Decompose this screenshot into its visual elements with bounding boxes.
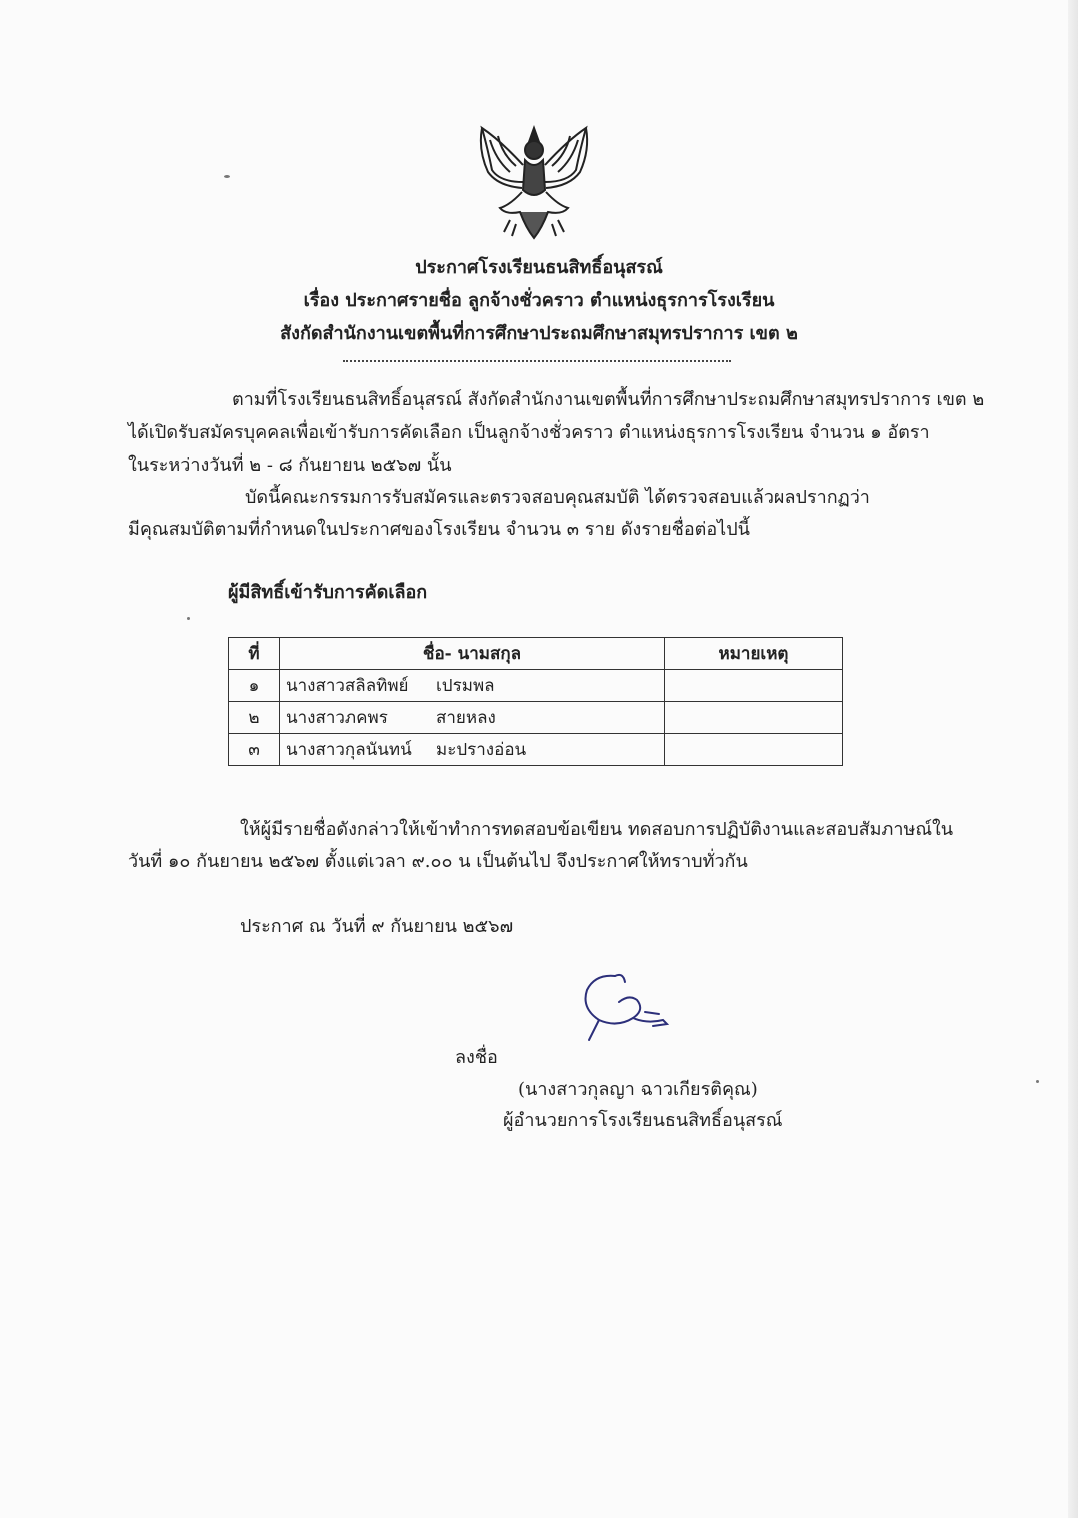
paragraph-1-line-2: ได้เปิดรับสมัครบุคคลเพื่อเข้ารับการคัดเลือก เป็นลูกจ้างชั่วคราว ตำแหน่งธุรการโรงเรียน จำนวน ๑ อัตรา bbox=[128, 422, 930, 443]
row-number: ๑ bbox=[229, 670, 280, 702]
heading-divider bbox=[343, 360, 731, 362]
candidate-given-name: นางสาวสลิลทิพย์ bbox=[286, 676, 409, 696]
paragraph-3-line-2: วันที่ ๑๐ กันยายน ๒๕๖๗ ตั้งแต่เวลา ๙.๐๐ น เป็นต้นไป จึงประกาศให้ทราบทั่วกัน bbox=[128, 851, 748, 872]
column-header-number: ที่ bbox=[229, 638, 280, 670]
candidate-given-name: นางสาวภคพร bbox=[286, 708, 388, 728]
signer-name: (นางสาวกุลญา ฉาวเกียรติคุณ) bbox=[518, 1079, 758, 1100]
column-header-note: หมายเหตุ bbox=[665, 638, 843, 670]
paragraph-1-line-3: ในระหว่างวันที่ ๒ - ๘ กันยายน ๒๕๖๗ นั้น bbox=[128, 455, 452, 476]
announcement-date: ประกาศ ณ วันที่ ๙ กันยายน ๒๕๖๗ bbox=[240, 916, 514, 937]
document-affiliation: สังกัดสำนักงานเขตพื้นที่การศึกษาประถมศึกษาสมุทรปราการ เขต ๒ bbox=[280, 323, 798, 344]
paragraph-3-line-1: ให้ผู้มีรายชื่อดังกล่าวให้เข้าทำการทดสอบข้อเขียน ทดสอบการปฏิบัติงานและสอบสัมภาษณ์ใน bbox=[240, 819, 954, 840]
table-row bbox=[229, 670, 843, 702]
row-number: ๒ bbox=[229, 702, 280, 734]
candidate-given-name: นางสาวกุลนันทน์ bbox=[286, 740, 412, 760]
garuda-emblem-icon bbox=[470, 120, 598, 245]
signer-position: ผู้อำนวยการโรงเรียนธนสิทธิ์อนุสรณ์ bbox=[503, 1110, 783, 1131]
table-row bbox=[229, 734, 843, 766]
scan-speck bbox=[187, 617, 190, 620]
document-subject: เรื่อง ประกาศรายชื่อ ลูกจ้างชั่วคราว ตำแหน่งธุรการโรงเรียน bbox=[303, 290, 775, 311]
candidate-surname: เปรมพล bbox=[436, 676, 495, 696]
row-note bbox=[665, 702, 843, 734]
scan-speck bbox=[224, 175, 230, 178]
candidate-table bbox=[228, 637, 843, 766]
eligible-list-heading: ผู้มีสิทธิ์เข้ารับการคัดเลือก bbox=[228, 582, 428, 603]
candidate-name bbox=[280, 734, 665, 766]
document-title: ประกาศโรงเรียนธนสิทธิ์อนุสรณ์ bbox=[415, 257, 663, 278]
row-note bbox=[665, 734, 843, 766]
paragraph-2-line-2: มีคุณสมบัติตามที่กำหนดในประกาศของโรงเรียน จำนวน ๓ ราย ดังรายชื่อต่อไปนี้ bbox=[128, 519, 750, 540]
paragraph-2-line-1: บัดนี้คณะกรรมการรับสมัครและตรวจสอบคุณสมบัติ ได้ตรวจสอบแล้วผลปรากฏว่า bbox=[245, 487, 870, 508]
candidate-name bbox=[280, 670, 665, 702]
page-edge-shadow bbox=[1068, 0, 1078, 1518]
column-header-name: ชื่อ- นามสกุล bbox=[280, 638, 665, 670]
candidate-surname: สายหลง bbox=[436, 708, 496, 728]
director-signature bbox=[575, 968, 675, 1043]
table-header-row bbox=[229, 638, 843, 670]
scan-speck bbox=[1036, 1080, 1039, 1083]
row-number: ๓ bbox=[229, 734, 280, 766]
candidate-name bbox=[280, 702, 665, 734]
sign-label: ลงชื่อ bbox=[455, 1047, 498, 1068]
row-note bbox=[665, 670, 843, 702]
candidate-surname: มะปรางอ่อน bbox=[436, 740, 527, 760]
paragraph-1-line-1: ตามที่โรงเรียนธนสิทธิ์อนุสรณ์ สังกัดสำนักงานเขตพื้นที่การศึกษาประถมศึกษาสมุทรปราการ เขต ๒ bbox=[232, 389, 985, 410]
table-row bbox=[229, 702, 843, 734]
